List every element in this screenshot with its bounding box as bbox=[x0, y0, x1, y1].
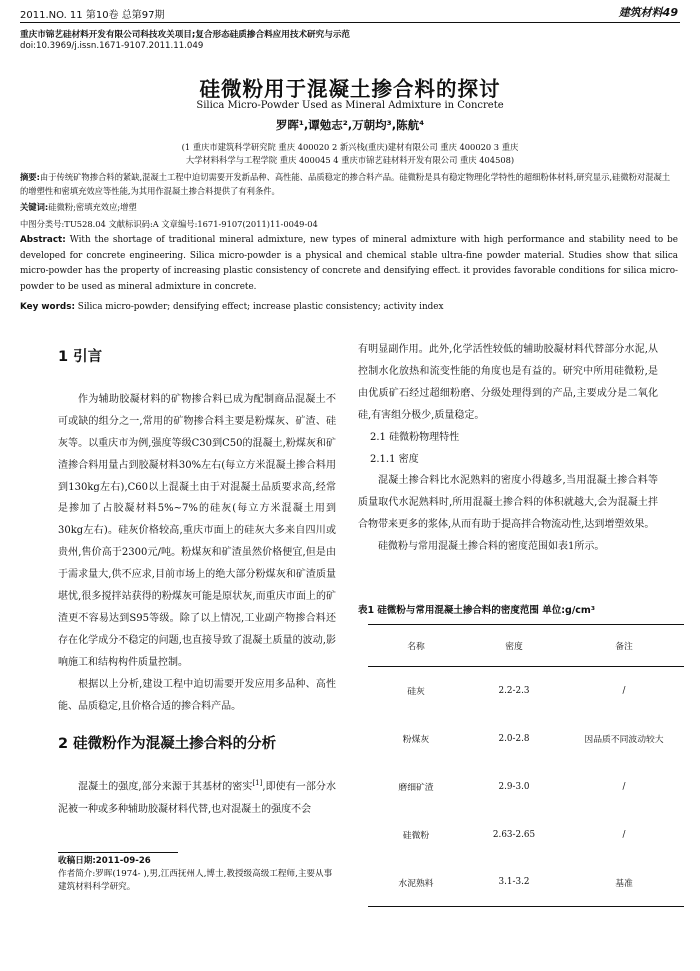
table-cell-remark: / bbox=[622, 685, 626, 696]
affiliation-line-1: (1 重庆市建筑科学研究院 重庆 400020 2 新兴栈(重庆)建材有限公司 重庆 400020 3 重庆 bbox=[181, 142, 519, 152]
journal-issue: 2011.NO. 11 第10卷 总第97期 bbox=[20, 10, 165, 21]
section-2-heading: 2 硅微粉作为混凝土掺合料的分析 bbox=[58, 735, 277, 752]
table-cell-density: 2.63-2.65 bbox=[492, 829, 536, 840]
received-date: 收稿日期:2011-09-26 bbox=[58, 856, 151, 866]
table-header-remark: 备注 bbox=[615, 642, 633, 652]
table-cell-remark: 基准 bbox=[615, 878, 633, 889]
section-2-text-b: ,即使有一部分水泥被一种或多种辅助胶凝材料代替,也对混凝土的强度不会 bbox=[58, 781, 336, 815]
keywords-cn-label: 关键词: bbox=[20, 202, 49, 212]
abstract-en-label: Abstract: bbox=[20, 235, 66, 245]
author-bio: 作者简介:罗晖(1974- ),男,江西抚州人,博士,教授级高级工程师,主要从事建筑材料科学研究。 bbox=[58, 869, 333, 892]
table-row bbox=[368, 715, 684, 763]
abstract-cn bbox=[20, 170, 678, 198]
table-cell-remark: 因品质不同波动较大 bbox=[584, 735, 664, 745]
keywords-cn bbox=[20, 200, 678, 214]
table-cell-remark: / bbox=[622, 781, 626, 792]
paper-title-en: Silica Micro-Powder Used as Mineral Admixture in Concrete bbox=[196, 100, 504, 111]
table-header-density: 密度 bbox=[505, 642, 523, 652]
section-2-paragraph bbox=[58, 773, 336, 820]
abstract-cn-text: 由于传统矿物掺合料的紧缺,混凝土工程中迫切需要开发新品种、高性能、品质稳定的掺合料产品。硅微粉是具有稳定物理化学特性的超细粉体材料,研究显示,硅微粉对混凝土的增塑性和密填充效应等性能,为其用作混凝土掺合料提供了有利条件。 bbox=[20, 172, 671, 196]
abstract-en-text: With the shortage of traditional mineral admixture, new types of mineral admixture with high performance and stability need to be developed for concrete engineering. Silica micro-powder is a physical and chemical stable ultra-fine powder material. Studies show that silica micro-powder has the property of increasing plastic consistency of concrete and densifying effect. it provides favorable conditions for silica micro-powder to be used as mineral admixture in concrete. bbox=[20, 235, 678, 292]
right-paragraph-2: 混凝土掺合料比水泥熟料的密度小得越多,当用混凝土掺合料等质量取代水泥熟料时,所用混凝土掺合料的体积就越大,会为混凝土拌合物带来更多的浆体,从而有助于提高拌合物流动性,达到增塑效果。 bbox=[358, 475, 658, 531]
table-cell-name: 水泥熟料 bbox=[398, 878, 434, 889]
authors: 罗晖¹,谭勉志²,万朝均³,陈航⁴ bbox=[275, 118, 425, 132]
citation-ref-1[interactable]: [1] bbox=[252, 779, 263, 788]
table-row bbox=[368, 859, 684, 907]
table-cell-name: 磨细矿渣 bbox=[398, 783, 434, 793]
table-1-caption: 表1 硅微粉与常用混凝土掺合料的密度范围 单位:g/cm³ bbox=[358, 605, 595, 616]
footnote bbox=[58, 855, 336, 894]
table-cell-density: 3.1-3.2 bbox=[498, 877, 530, 888]
keywords-en-text: Silica micro-powder; densifying effect; increase plastic consistency; activity index bbox=[77, 302, 444, 312]
table-cell-density: 2.2-2.3 bbox=[498, 685, 530, 696]
table-row bbox=[368, 763, 684, 811]
table-cell-density: 2.0-2.8 bbox=[498, 733, 530, 744]
keywords-en-label: Key words: bbox=[20, 302, 75, 312]
affiliation-line-2: 大学材料科学与工程学院 重庆 400045 4 重庆市锦艺硅材料开发有限公司 重庆 404508) bbox=[185, 155, 515, 165]
funding-project: 重庆市锦艺硅材料开发有限公司科技攻关项目;复合形态硅质掺合料应用技术研究与示范 bbox=[20, 30, 351, 40]
table-cell-remark: / bbox=[622, 829, 626, 840]
table-cell-name: 粉煤灰 bbox=[402, 735, 430, 745]
doi[interactable]: doi:10.3969/j.issn.1671-9107.2011.11.049 bbox=[20, 41, 204, 51]
table-cell-name: 硅微粉 bbox=[402, 831, 430, 841]
table-row bbox=[368, 667, 684, 715]
right-column bbox=[358, 339, 658, 558]
section-1-paragraph-2: 根据以上分析,建设工程中迫切需要开发应用多品种、高性能、品质稳定,且价格合适的掺合料产品。 bbox=[58, 678, 336, 712]
abstract-en bbox=[20, 233, 678, 295]
header-rule bbox=[20, 22, 680, 23]
section-2-text-a: 混凝土的强度,部分来源于其基材的密实 bbox=[78, 781, 253, 793]
subsection-2-1-1: 2.1.1 密度 bbox=[370, 453, 419, 465]
journal-name-page: 建筑材料49 bbox=[618, 6, 678, 19]
keywords-en bbox=[20, 300, 678, 314]
abstract-cn-label: 摘要: bbox=[20, 172, 40, 182]
section-1-heading: 1 引言 bbox=[58, 349, 103, 365]
paper-title: 硅微粉用于混凝土掺合料的探讨 bbox=[199, 77, 501, 101]
right-paragraph-3: 硅微粉与常用混凝土掺合料的密度范围如表1所示。 bbox=[378, 541, 605, 553]
table-cell-density: 2.9-3.0 bbox=[498, 781, 530, 792]
keywords-cn-text: 硅微粉;密填充效应;增塑 bbox=[48, 202, 137, 212]
subsection-2-1: 2.1 硅微粉物理特性 bbox=[370, 431, 460, 443]
classification-line: 中图分类号:TU528.04 文献标识码:A 文章编号:1671-9107(2011)11-0049-04 bbox=[20, 219, 318, 229]
right-paragraph-1: 有明显副作用。此外,化学活性较低的辅助胶凝材料代替部分水泥,从控制水化放热和流变性能的角度也是有益的。研究中所用硅微粉,是由优质矿石经过超细粉磨、分级处理得到的产品,主要成分是二氧化硅,有害组分极少,质量稳定。 bbox=[358, 344, 658, 421]
table-row bbox=[368, 811, 684, 859]
left-column bbox=[58, 335, 336, 821]
table-cell-name: 硅灰 bbox=[407, 687, 425, 698]
table-header-name: 名称 bbox=[407, 642, 425, 652]
density-table bbox=[368, 624, 684, 907]
section-1-paragraph-1: 作为辅助胶凝材料的矿物掺合料已成为配制商品混凝土不可或缺的组分之一,常用的矿物掺合料主要是粉煤灰、矿渣、硅灰等。以重庆市为例,强度等级C30到C50的混凝土,粉煤灰和矿渣掺合料用量占到胶凝材料30%左右(每立方米混凝土掺合料用到130kg左右),C60以上混凝土由于对混凝土品质要求高,经常是掺加了占胶凝材料5%~7%的硅灰(每立方米混凝土用到30kg左右)。硅灰价格较高,重庆市面上的硅灰大多来自四川或贵州,售价高于2300元/吨。粉煤灰和矿渣虽然价格便宜,但是由于需求量大,供不应求,目前市场上的绝大部分粉煤灰和矿渣质量堪忧,很多搅拌站获得的粉煤灰可能是原状灰,而重庆市面上的矿渣更不容易达到S95等级。除了以上情况,工业副产物掺合料还存在化学成分不稳定的问题,也直接导致了混凝土质量的波动,影响施工和结构构件质量控制。 bbox=[58, 393, 336, 668]
table-header-row bbox=[368, 625, 684, 667]
footnote-rule bbox=[58, 852, 178, 853]
